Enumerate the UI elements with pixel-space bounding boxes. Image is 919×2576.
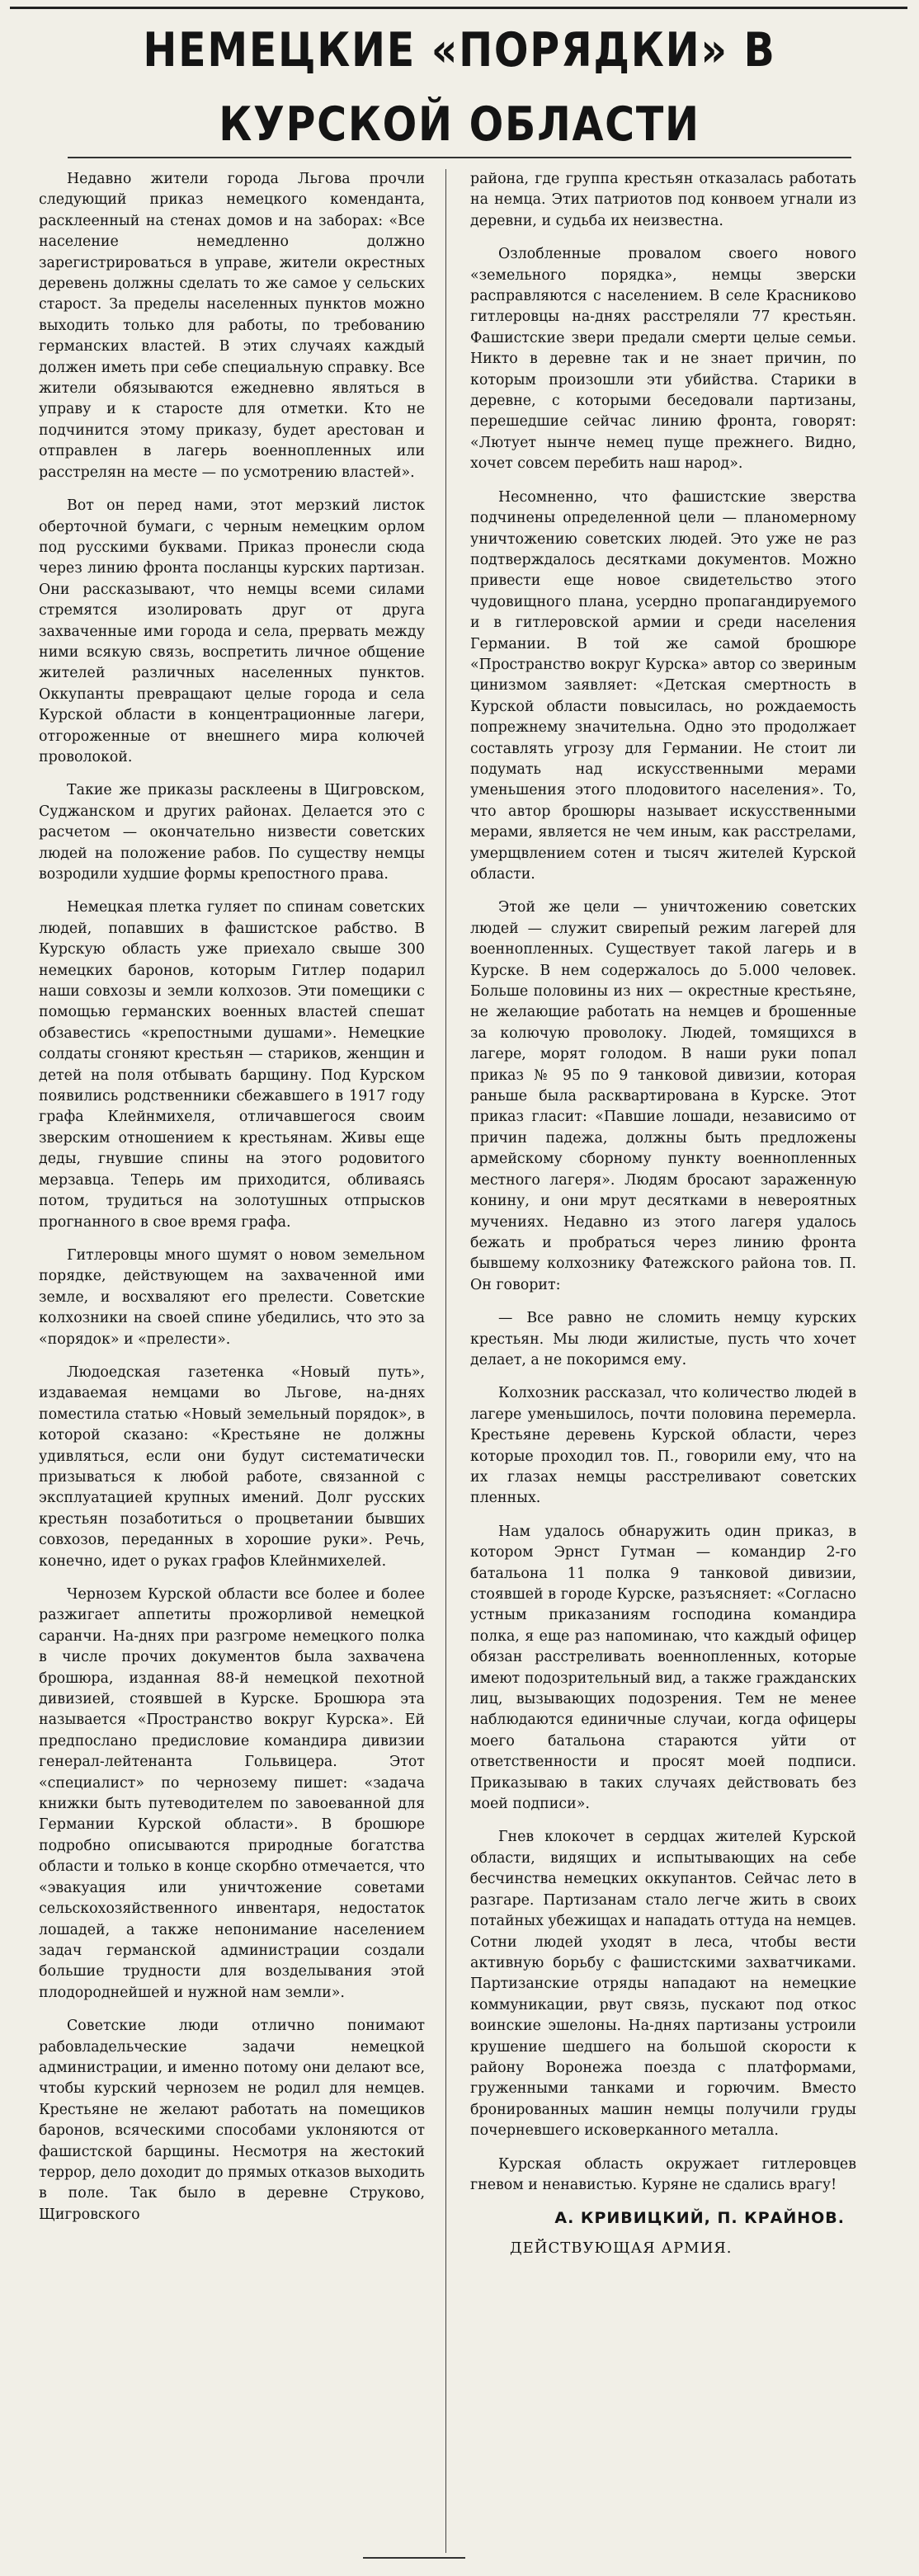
paragraph: Чернозем Курской области все более и более разжигает аппетиты прожорливой немецкой саранчи. На-днях при разгроме немецкого полка в числе прочих документов была захвачена брошюра, изданная 88-й немецкой пехотной дивизией, стоявшей в Курске. Брошюра эта называется «Пространство вокруг Курска». Ей предпослано предисловие командира дивизии генерал-лейтенанта Гольвицера. Этот «специалист» по чернозему пишет: «задача книжки быть путеводителем по завоеванной для Германии Курской области». В брошюре подробно описываются природные богатства области и только в конце скорбно отмечается, что «эвакуация или уничтожение советами сельскохозяйственного инвентаря, недостаток лошадей, а также непонимание населением задач германской администрации создали большие трудности для возделывания этой плодороднейшей и нужной нам земли».	[39, 1586, 425, 2001]
bottom-rule	[363, 2557, 465, 2559]
column-divider	[445, 169, 446, 2553]
paragraph: Немецкая плетка гуляет по спинам советских людей, попавших в фашистское рабство. В Курскую область уже приехало свыше 300 немецких баронов, которым Гитлер подарил наши совхозы и земли колхозов. Эти помещики с помощью германских военных властей спешат обзавестись «крепостными душами». Немецкие солдаты сгоняют крестьян — стариков, женщин и детей на поля отбывать барщину. Под Курском появились родственники сбежавшего в 1917 году графа Клейнмихеля, отличавшегося своим зверским отношением к крестьянам. Живы еще деды, гнувшие спины на этого родовитого мерзавца. Теперь им приходится, обливаясь потом, трудиться на золотушных отпрысков прогнанного в свое время графа.	[39, 899, 425, 1231]
paragraph: Гнев клокочет в сердцах жителей Курской области, видящих и испытывающих на себе бесчинства немецких оккупантов. Сейчас лето в разгаре. Партизанам стало легче жить в своих потайных убежищах и нападать оттуда на немцев. Сотни людей уходят в леса, чтобы вести активную борьбу с фашистскими захватчиками. Партизанские отряды нападают на немецкие коммуникации, рвут связь, пускают под откос воинские эшелоны. На-днях партизаны устроили крушение шедшего на большой скорости к району Воронежа поезда с платформами, груженными танками и горючим. Вместо бронированных машин немцы получили груды почерневшего исковерканного металла.	[470, 1829, 856, 2140]
left-column	[39, 169, 425, 2238]
paragraph: Курская область окружает гитлеровцев гневом и ненавистью. Куряне не сдались врагу!	[470, 2155, 856, 2193]
paragraph: Людоедская газетенка «Новый путь», издаваемая немцами во Льгове, на-днях поместила статью «Новый земельный порядок», в которой сказано: «Крестьяне не должны удивляться, если они будут систематически призываться к любой работе, связанной с эксплуатацией крупных имений. Долг русских крестьян позаботиться о процветании бывших совхозов, переданных в хорошие руки». Речь, конечно, идет о руках графов Клейнмихелей.	[39, 1363, 425, 1570]
author-signature: А. КРИВИЦКИЙ, П. КРАЙНОВ.	[554, 2209, 845, 2228]
paragraph: Озлобленные провалом своего нового «земельного порядка», немцы зверски расправляются с населением. В селе Красниково гитлеровцы на-днях расстреляли 77 крестьян. Фашистские звери предали смерти целые семьи. Никто в деревне так и не знает причин, по которым произошли эти убийства. Старики в деревне, с которыми беседовали партизаны, перешедшие сейчас линию фронта, говорят: «Лютует нынче немец пуще прежнего. Видно, хочет совсем перебить наш народ».	[470, 246, 856, 473]
paragraph: Нам удалось обнаружить один приказ, в котором Эрнст Гутман — командир 2-го батальона 11 полка 9 танковой дивизии, стоявшей в городе Курске, разъясняет: «Согласно устным приказаниям господина командира полка, я еще раз напоминаю, что каждый офицер обязан расстреливать военнопленных, которые имеют подозрительный вид, а также гражданских лиц, вызывающих подозрения. Тем не менее наблюдаются единичные случаи, когда офицеры моего батальона стараются уйти от ответственности и просят моей подписи. Приказываю в таких случаях действовать без моей подписи».	[470, 1523, 856, 1813]
paragraph: Недавно жители города Льгова прочли следующий приказ немецкого коменданта, расклеенный на стенах домов и на заборах: «Все население немедленно должно зарегистрироваться в управе, жители окрестных деревень должны сделать то же самое у сельских старост. За пределы населенных пунктов можно выходить только для работы, по требованию германских властей. В этих случаях каждый должен иметь при себе специальную справку. Все жители обязываются ежедневно являться в управу и к старосте для отметки. Кто не подчинится этому приказу, будет арестован и отправлен в лагерь военнопленных или расстрелян на месте — по усмотрению властей».	[39, 171, 425, 481]
headline-underline	[68, 157, 851, 158]
paragraph: — Все равно не сломить немцу курских крестьян. Мы люди жилистые, пусть что хочет делает, а не покоримся ему.	[470, 1310, 856, 1368]
top-rule	[10, 7, 907, 9]
paragraph: Этой же цели — уничтожению советских людей — служит свирепый режим лагерей для военнопленных. Существует такой лагерь и в Курске. В нем содержалось до 5.000 человек. Больше половины из них — окрестные крестьяне, не желающие работать на немцев и брошенные за колючую проволоку. Людей, томящихся в лагере, морят голодом. В наши руки попал приказ № 95 по 9 танковой дивизии, которая раньше была расквартирована в Курске. Этот приказ гласит: «Павшие лошади, независимо от причин падежа, должны быть предложены армейскому сборному пункту военнопленных местного лагеря». Людям бросают зараженную конину, и они мрут десятками в невероятных мучениях. Недавно из этого лагеря удалось бежать и пробраться через линию фронта бывшему колхознику Фатежского района тов. П. Он говорит:	[470, 899, 856, 1293]
right-column	[470, 169, 856, 2258]
paragraph: Несомненно, что фашистские зверства подчинены определенной цели — планомерному уничтожению советских людей. Это уже не раз подтверждалось десятками документов. Можно привести еще новое свидетельство этого чудовищного плана, усердно пропагандируемого и в гитлеровской армии и среди населения Германии. В той же самой брошюре «Пространство вокруг Курска» автор со звериным цинизмом заявляет: «Детская смертность в Курской области повысилась, но рождаемость попрежнему значительна. Одно это продолжает составлять угрозу для Германии. Не стоит ли подумать над искусственными мерами уменьшения этого плодовитого населения». То, что автор брошюры называет искусственными мерами, является не чем иным, как расстрелами, умерщвлением сотен и тысяч жителей Курской области.	[470, 488, 857, 883]
paragraph-continued: района, где группа крестьян отказалась работать на немца. Этих патриотов под конвоем угнали из деревни, и судьба их неизвестна.	[470, 171, 856, 229]
article-headline: НЕМЕЦКИЕ «ПОРЯДКИ» В КУРСКОЙ ОБЛАСТИ	[143, 23, 776, 152]
paragraph: Советские люди отлично понимают рабовладельческие задачи немецкой администрации, и именно потому они делают все, чтобы курский чернозем не родил для немцев. Крестьяне не желают работать на помещиков баронов, всяческими способами уклоняются от фашистской барщины. Несмотря на жестокий террор, дело доходит до прямых отказов выходить в поле. Так было в деревне Струково, Щигровского	[39, 2018, 425, 2223]
paragraph: Вот он перед нами, этот мерзкий листок оберточной бумаги, с черным немецким орлом под русскими буквами. Приказ пронесли сюда через линию фронта посланцы курских партизан. Они рассказывают, что немцы всеми силами стремятся изолировать друг от друга захваченные ими города и села, прервать между ними всякую связь, воспретить личное общение жителей различных населенных пунктов. Оккупанты превращают целые города и села Курской области в концентрационные лагери, отгороженные от внешнего мира колючей проволокой.	[39, 497, 425, 765]
paragraph: Гитлеровцы много шумят о новом земельном порядке, действующем на захваченной ими земле, и восхваляют его прелести. Советские колхозники на своей спине убедились, что это за «порядок» и «прелести».	[39, 1246, 425, 1348]
paragraph: Колхозник рассказал, что количество людей в лагере уменьшилось, почти половина перемерла. Крестьяне деревень Курской области, через которые проходил тов. П., говорили ему, что на их глазах немцы расстреливают советских пленных.	[470, 1385, 856, 1507]
paragraph: Такие же приказы расклеены в Щигровском, Суджанском и других районах. Делается это с расчетом — окончательно низвести советских людей на положение рабов. По существу немцы возродили худшие формы крепостного права.	[39, 782, 425, 883]
dateline: ДЕЙСТВУЮЩАЯ АРМИЯ.	[510, 2239, 733, 2257]
